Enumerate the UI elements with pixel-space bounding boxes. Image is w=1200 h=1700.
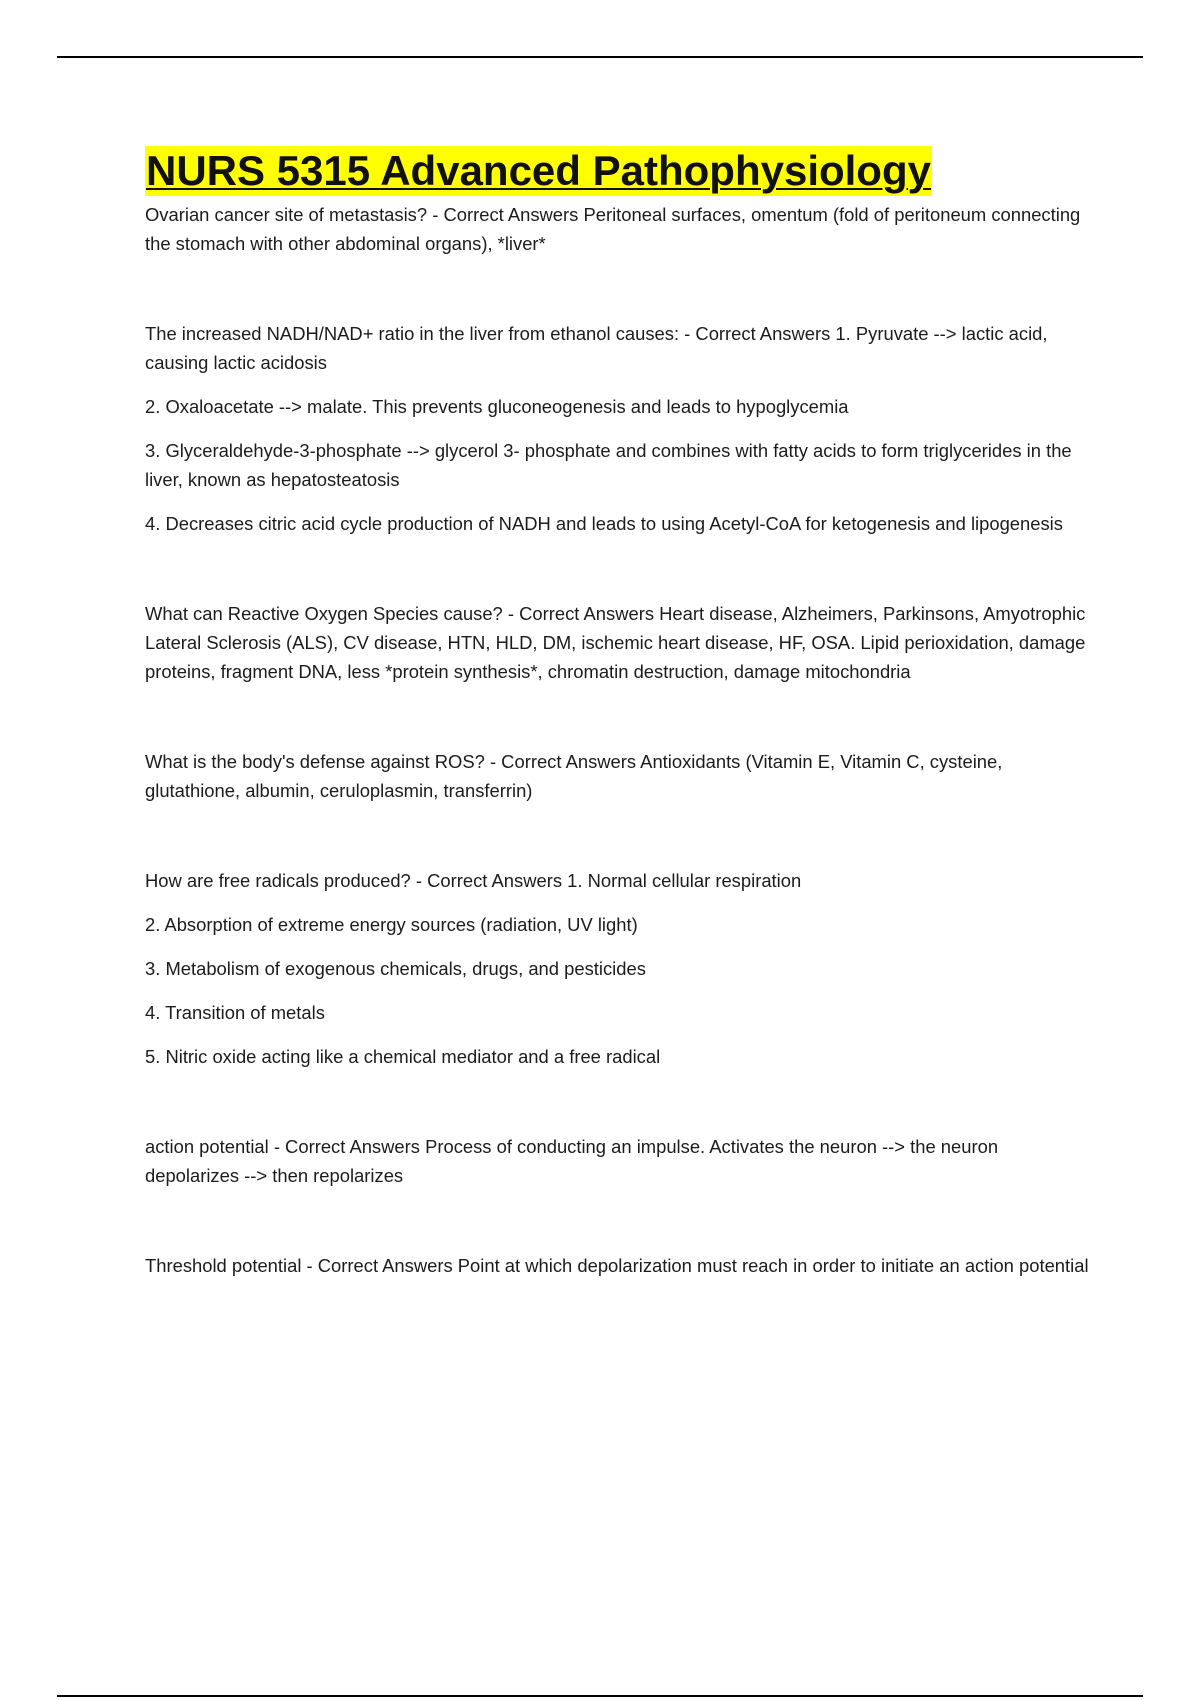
entry-list-item: 2. Oxaloacetate --> malate. This prevents gluconeogenesis and leads to hypoglycemia xyxy=(145,396,849,417)
entry-text: What can Reactive Oxygen Species cause? - Correct Answers Heart disease, Alzheimers, Parkinsons, Amyotrophic Lateral Sclerosis (ALS), CV disease, HTN, HLD, DM, ischemic heart disease, HF, OSA. Lipid perioxidation, damage proteins, fragment DNA, less *protein synthesis*, chromatin destruction, damage mitochondria xyxy=(145,603,1086,682)
bottom-divider xyxy=(57,1695,1143,1697)
entry-text: Ovarian cancer site of metastasis? - Correct Answers Peritoneal surfaces, omentum (fold of peritoneum connecting the stomach with other abdominal organs), *liver* xyxy=(145,204,1081,254)
document-body xyxy=(145,146,1095,1280)
entry-list-item: 4. Decreases citric acid cycle production of NADH and leads to using Acetyl-CoA for ketogenesis and lipogenesis xyxy=(145,513,1063,534)
entry-list-item: 4. Transition of metals xyxy=(145,1002,325,1023)
entry-text: Threshold potential - Correct Answers Point at which depolarization must reach in order to initiate an action potential xyxy=(145,1255,1089,1276)
qa-entry-ovarian-metastasis xyxy=(145,200,1095,258)
entry-text: How are free radicals produced? - Correct Answers 1. Normal cellular respiration xyxy=(145,870,802,891)
top-divider xyxy=(57,56,1143,58)
entry-text: The increased NADH/NAD+ ratio in the liver from ethanol causes: - Correct Answers 1. Pyruvate --> lactic acid, causing lactic acidosis xyxy=(145,323,1048,373)
qa-entry-ros-causes xyxy=(145,599,1095,686)
entry-text: What is the body's defense against ROS? - Correct Answers Antioxidants (Vitamin E, Vitamin C, cysteine, glutathione, albumin, ceruloplasmin, transferrin) xyxy=(145,751,1003,801)
qa-entry-threshold-potential xyxy=(145,1251,1095,1280)
title-block xyxy=(145,146,1095,196)
document-title: NURS 5315 Advanced Pathophysiology xyxy=(146,147,931,194)
entry-list-item: 5. Nitric oxide acting like a chemical mediator and a free radical xyxy=(145,1046,661,1067)
qa-entry-action-potential xyxy=(145,1132,1095,1190)
entry-list-item: 2. Absorption of extreme energy sources (radiation, UV light) xyxy=(145,914,638,935)
qa-entry-nadh-ratio xyxy=(145,319,1095,538)
entry-list-item: 3. Metabolism of exogenous chemicals, drugs, and pesticides xyxy=(145,958,646,979)
entry-list-item: 3. Glyceraldehyde-3-phosphate --> glycerol 3- phosphate and combines with fatty acids to form triglycerides in the liver, known as hepatosteatosis xyxy=(145,440,1072,490)
qa-entry-ros-defense xyxy=(145,747,1095,805)
entry-text: action potential - Correct Answers Process of conducting an impulse. Activates the neuron --> the neuron depolarizes --> then repolarizes xyxy=(145,1136,999,1186)
qa-entry-free-radicals xyxy=(145,866,1095,1071)
